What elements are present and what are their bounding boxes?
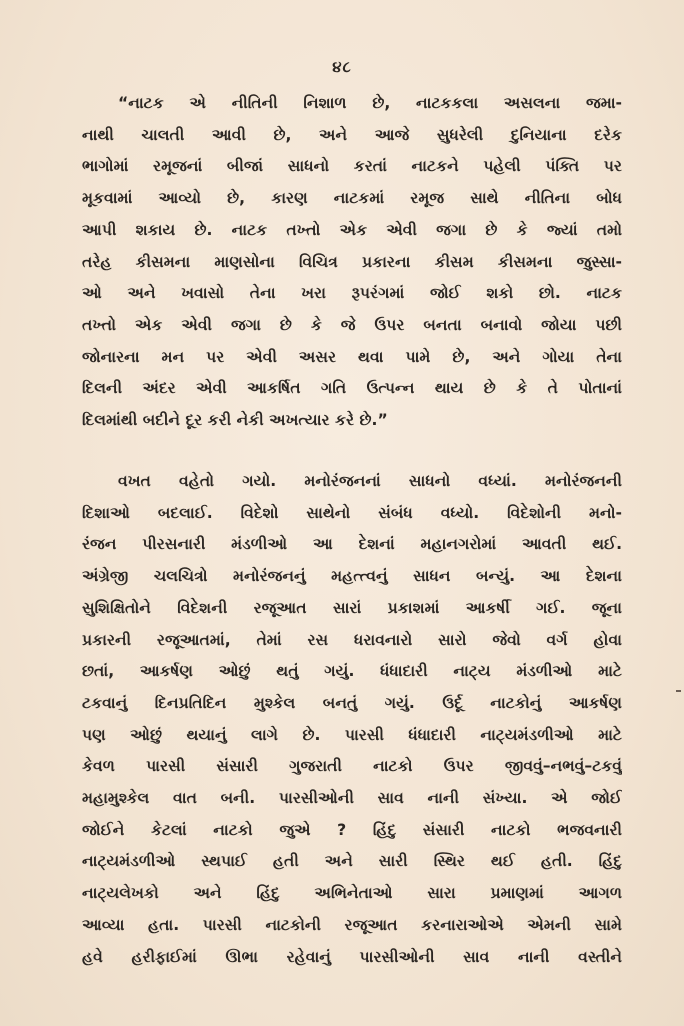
text-line: ટકવાનું દિનપ્રતિદિન મુશ્કેલ બનતું ગયું. ઉર્દૂ નાટકોનું આકર્ષણ [82,693,622,712]
text-line: દિલની અંદર એવી આકર્ષિત ગતિ ઉત્પન્ન થાય છે કે તે પોતાનાં [82,379,622,398]
text-line: છતાં, આકર્ષણ ઓછું થતું ગયું. ધંધાદારી નાટ્ય મંડળીઓ માટે [82,662,622,681]
text-line: નાટ્યલેખકો અને હિંદુ અભિનેતાઓ સારા પ્રમાણમાં આગળ [82,884,622,903]
text-line: પણ ઓછું થયાનું લાગે છે. પારસી ધંધાદારી નાટ્યમંડળીઓ માટે [82,725,622,744]
text-line: પ્રકારની રજૂઆતમાં, તેમાં રસ ધરાવનારો સારો જેવો વર્ગ હોવા [82,630,622,649]
text-line: જોઈને કેટલાં નાટકો જુએ ? હિંદુ સંસારી નાટકો ભજવનારી [82,820,622,839]
text-line: વખત વહેતો ગયો. મનોરંજનનાં સાધનો વધ્યાં. મનોરંજનની [118,472,622,490]
text-line: દિલમાંથી બદીને દૂર કરી નેકી અખત્યાર કરે છે.” [82,411,388,430]
text-line: સુશિક્ષિતોને વિદેશની રજૂઆત સારાં પ્રકાશમાં આકર્ષી ગઈ. જૂના [82,598,622,617]
text-line: નાથી ચાલતી આવી છે, અને આજે સુધરેલી દુનિયાના દરેક [82,125,622,144]
paragraph-body [82,466,622,973]
text-line: મૂકવામાં આવ્યો છે, કારણ નાટકમાં રમૂજ સાથે નીતિના બોધ [82,189,622,208]
text-line: તરેહ કીસમના માણસોના વિચિત્ર પ્રકારના કીસમ કીસમના જુસ્સા- [82,252,622,271]
text-line: તખ્તો એક એવી જગા છે કે જે ઉપર બનતા બનાવો જોયા પછી [82,315,622,334]
text-line: કેવળ પારસી સંસારી ગુજરાતી નાટકો ઉપર જીવવું–નભવું–ટકવું [82,757,622,776]
page-number: ૪૮ [332,58,352,76]
text-line: જોનારના મન પર એવી અસર થવા પામે છે, અને ગોયા તેના [82,347,622,366]
text-line: હવે હરીફાઈમાં ઊભા રહેવાનું પારસીઓની સાવ નાની વસ્તીને [82,947,622,966]
page-edge-mark [676,690,681,692]
text-line: નાટ્યમંડળીઓ સ્થપાઈ હતી અને સારી સ્થિર થઈ હતી. હિંદુ [82,852,622,871]
text-line: દિશાઓ બદલાઈ. વિદેશો સાથેનો સંબંધ વધ્યો. વિદેશોની મનો- [82,503,622,522]
text-line: ભાગોમાં રમૂજનાં બીજાં સાધનો કરતાં નાટકને પહેલી પંક્તિ પર [82,157,622,176]
text-line: ઓ અને ખવાસો તેના ખરા રૂપરંગમાં જોઈ શકો છો. નાટક [82,284,622,303]
text-line: આવ્યા હતા. પારસી નાટકોની રજૂઆત કરનારાઓએ એમની સામે [82,915,622,934]
text-line: “નાટક એ નીતિની નિશાળ છે, નાટકકલા અસલના જમા- [118,94,622,112]
text-line: અંગ્રેજી ચલચિત્રો મનોરંજનનું મહત્ત્વનું સાધન બન્યું. આ દેશના [82,567,622,586]
text-line: રંજન પીરસનારી મંડળીઓ આ દેશનાં મહાનગરોમાં આવતી થઈ. [82,535,622,554]
text-line: આપી શકાય છે. નાટક તખ્તો એક એવી જગા છે કે જ્યાં તમો [82,220,622,239]
paragraph-quote [82,88,622,437]
text-line: મહામુશ્કેલ વાત બની. પારસીઓની સાવ નાની સંખ્યા. એ જોઈ [82,789,622,808]
